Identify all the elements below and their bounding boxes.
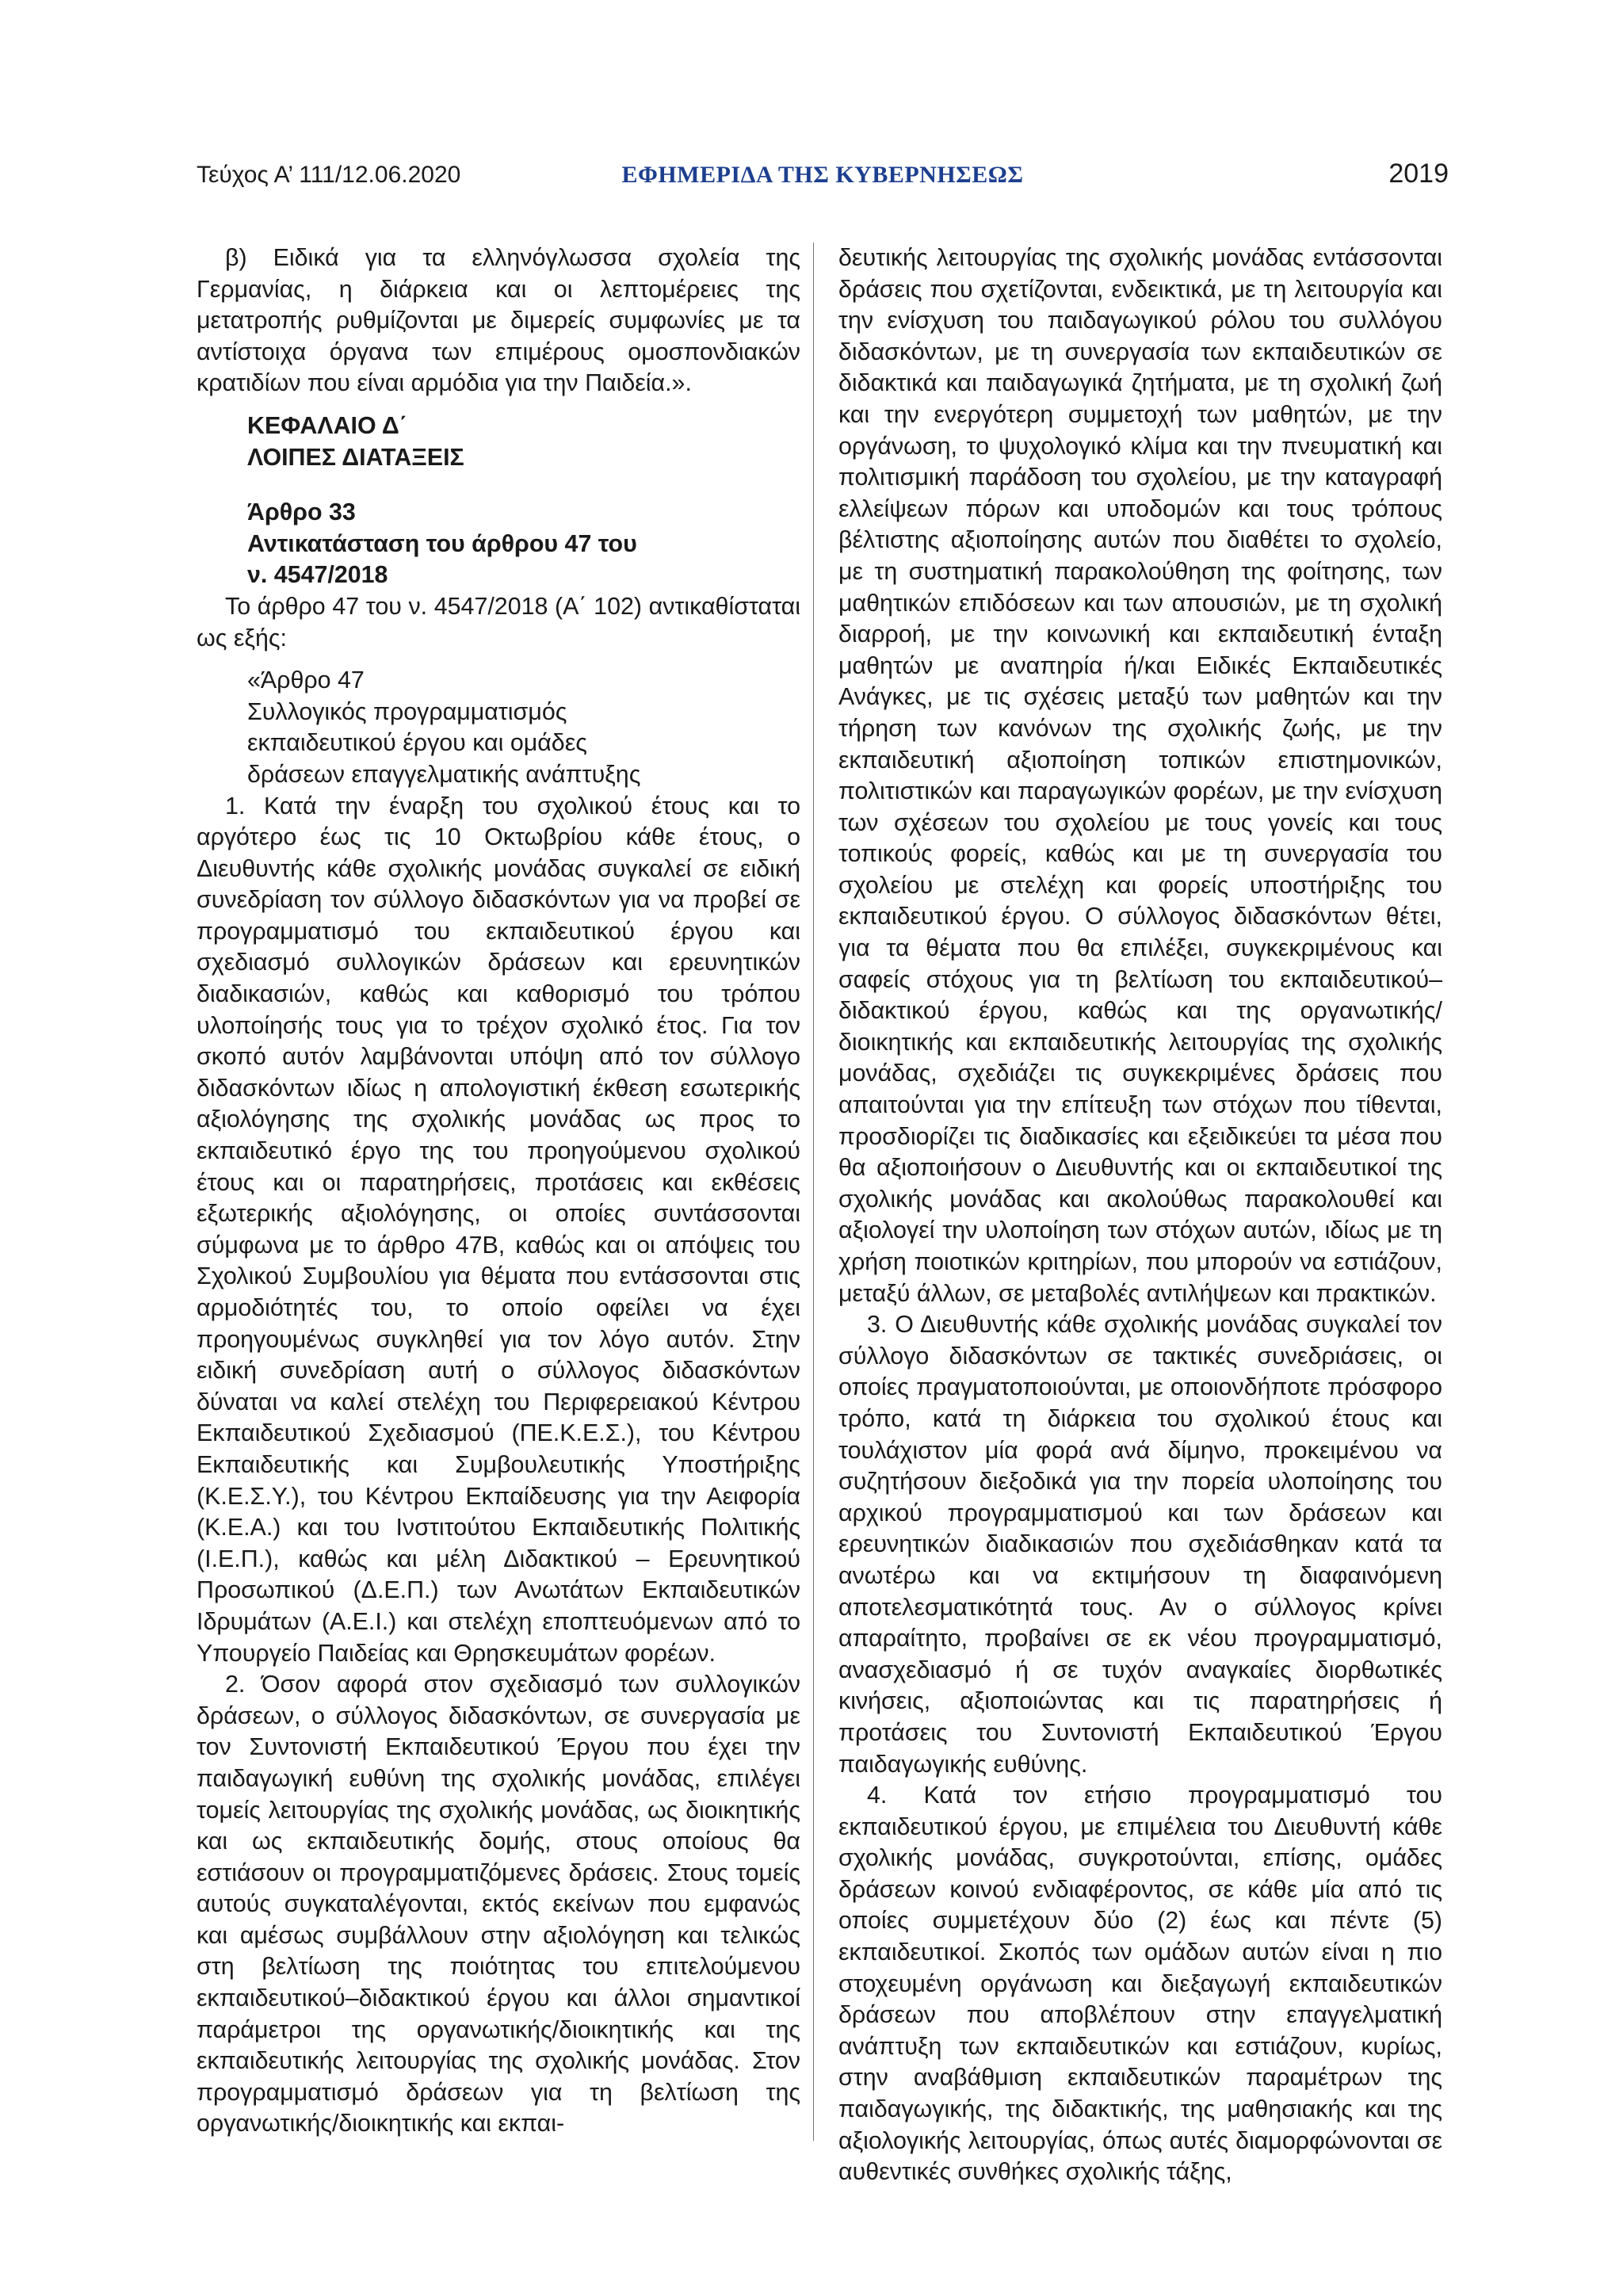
chapter-number: ΚΕΦΑΛΑΙΟ Δ΄ xyxy=(247,411,407,439)
paragraph-1: 1. Κατά την έναρξη του σχολικού έτους και το αργότερο έως τις 10 Οκτωβρίου κάθε έτους, ο Διευθυντής κάθε σχολικής μονάδας συγκαλεί σε ειδική συνεδρίαση τον σύλλογο διδασκόντων για να προβεί σε προγραμματισμό του εκπαιδευτικού έργου και σχεδιασμό συλλογικών δράσεων και ερευνητικών διαδικασιών, καθώς και καθορισμό του τρόπου υλοποίησής τους για το τρέχον σχολικό έτος. Για τον σκοπό αυτόν λαμβάνονται υπόψη από τον σύλλογο διδασκόντων ιδίως η απολογιστική έκθεση εσωτερικής αξιολόγησης της σχολικής μονάδας ως προς το εκπαιδευτικό έργο της του προηγούμενου σχολικού έτους και οι παρατηρήσεις, προτάσεις και εκθέσεις εξωτερικής αξιολόγησης, οι οποίες συντάσσονται σύμφωνα με το άρθρο 47Β, καθώς και οι απόψεις του Σχολικού Συμβουλίου για θέματα που εντάσσονται στις αρμοδιότητές του, το οποίο οφείλει να έχει προηγουμένως συγκληθεί για τον λόγο αυτόν. Στην ειδική συνεδρίαση αυτή ο σύλλογος διδασκόντων δύναται να καλεί στελέχη του Περιφερειακού Κέντρου Εκπαιδευτικού Σχεδιασμού (ΠΕ.Κ.Ε.Σ.), του Κέντρου Εκπαιδευτικής και Συμβουλευτικής Υποστήριξης (Κ.Ε.Σ.Υ.), του Κέντρου Εκπαίδευσης για την Αειφορία (Κ.Ε.Α.) και του Ινστιτούτου Εκπαιδευτικής Πολιτικής (Ι.Ε.Π.), καθώς και μέλη Διδακτικού – Ερευνητικού Προσωπικού (Δ.Ε.Π.) των Ανωτάτων Εκπαιδευτικών Ιδρυμάτων (Α.Ε.Ι.) και στελέχη εποπτευόμενων από το Υπουργείο Παιδείας και Θρησκευμάτων φορέων. xyxy=(197,792,800,1667)
gazette-title: ΕΦΗΜΕΡΙΔΑ ΤΗΣ ΚΥΒΕΡΝΗΣΕΩΣ xyxy=(621,162,1024,188)
paragraph-2-continued: δευτικής λειτουργίας της σχολικής μονάδας εντάσσονται δράσεις που σχετίζονται, ενδεικτικά, με τη λειτουργία και την ενίσχυση του παιδαγωγικού ρόλου του συλλόγου διδασκόντων, με τη συνεργασία των εκπαιδευτικών σε διδακτικά και παιδαγωγικά ζητήματα, με τη σχολική ζωή και την ενεργότερη συμμετοχή των μαθητών, με την οργάνωση, το ψυχολογικό κλίμα και την πνευματική και πολιτισμική παράδοση του σχολείου, με την καταγραφή ελλείψεων πόρων και υποδομών και τους τρόπους βέλτιστης αξιοποίησης αυτών που διαθέτει το σχολείο, με τη συστηματική παρακολούθηση της φοίτησης, των μαθητικών επιδόσεων και των απουσιών, με τη σχολική διαρροή, με την κοινωνική και εκπαιδευτική ένταξη μαθητών με αναπηρία ή/και Ειδικές Εκπαιδευτικές Ανάγκες, με τις σχέσεις μεταξύ των μαθητών και την τήρηση των κανόνων της σχολικής ζωής, με την εκπαιδευτική αξιοποίηση τοπικών επιστημονικών, πολιτιστικών και παραγωγικών φορέων, με την ενίσχυση των σχέσεων του σχολείου με τους γονείς και τους τοπικούς φορείς, καθώς και με τη συνεργασία του σχολείου με στελέχη και φορείς υποστήριξης του εκπαιδευτικού έργου. Ο σύλλογος διδασκόντων θέτει, για τα θέματα που θα επιλέξει, συγκεκριμένους και σαφείς στόχους για τη βελτίωση του εκπαιδευτικού–διδακτικού έργου, καθώς και της οργανωτικής/διοικητικής και εκπαιδευτικής λειτουργίας της σχολικής μονάδας, σχεδιάζει τις συγκεκριμένες δράσεις που απαιτούνται για την επίτευξη των στόχων που τίθενται, προσδιορίζει τις διαδικασίες και εξειδικεύει τα μέσα που θα αξιοποιήσουν ο Διευθυντής και οι εκπαιδευτικοί της σχολικής μονάδας και ακολούθως παρακολουθεί και αξιολογεί την υλοποίηση των στόχων αυτών, ιδίως με τη χρήση ποιοτικών κριτηρίων, που μπορούν να εστιάζουν, μεταξύ άλλων, σε μεταβολές αντιλήψεων και πρακτικών. xyxy=(838,244,1442,1307)
page-number: 2019 xyxy=(1388,159,1449,189)
chapter-title: ΛΟΙΠΕΣ ΔΙΑΤΑΞΕΙΣ xyxy=(247,443,464,471)
article-number: Άρθρο 33 xyxy=(247,499,356,526)
paragraph-4: 4. Κατά τον ετήσιο προγραμματισμό του εκπαιδευτικού έργου, με επιμέλεια του Διευθυντή κάθε σχολικής μονάδας, συγκροτούνται, επίσης, ομάδες δράσεων κοινού ενδιαφέροντος, σε κάθε μία από τις οποίες συμμετέχουν δύο (2) έως και πέντε (5) εκπαιδευτικοί. Σκοπός των ομάδων αυτών είναι η πιο στοχευμένη οργάνωση και διεξαγωγή εκπαιδευτικών δράσεων που αποβλέπουν στην επαγγελματική ανάπτυξη των εκπαιδευτικών και εστιάζουν, κυρίως, στην αναβάθμιση εκπαιδευτικών παραμέτρων της παιδαγωγικής, της διδακτικής, της μαθησιακής και της αξιολογικής λειτουργίας, όπως αυτές διαμορφώνονται σε αυθεντικές συνθήκες σχολικής τάξης, xyxy=(838,1782,1442,2186)
intro-paragraph: β) Ειδικά για τα ελληνόγλωσσα σχολεία της Γερμανίας, η διάρκεια και οι λεπτομέρειες της μετατροπής ρυθμίζονται με διμερείς συμφωνίες με τα αντίστοιχα όργανα των επιμέρους ομοσπονδιακών κρατιδίων που είναι αρμόδια για την Παιδεία.». xyxy=(197,244,800,397)
paragraph-2: 2. Όσον αφορά στον σχεδιασμό των συλλογικών δράσεων, ο σύλλογος διδασκόντων, σε συνεργασία με τον Συντονιστή Εκπαιδευτικού Έργου που έχει την παιδαγωγική ευθύνη της σχολικής μονάδας, επιλέγει τομείς λειτουργίας της σχολικής μονάδας, ως διοικητικής και ως εκπαιδευτικής δομής, στους οποίους θα εστιάσουν οι προγραμματιζόμενες δράσεις. Στους τομείς αυτούς συγκαταλέγονται, εκτός εκείνων που εμφανώς και αμέσως συμβάλλουν στην αξιολόγηση και τελικώς στη βελτίωση της ποιότητας του επιτελούμενου εκπαιδευτικού–διδακτικού έργου και άλλοι σημαντικοί παράμετροι της οργανωτικής/διοικητικής και της εκπαιδευτικής λειτουργίας της σχολικής μονάδας. Στον προγραμματισμό δράσεων για τη βελτίωση της οργανωτικής/διοικητικής και εκπαι- xyxy=(197,1671,800,2137)
column-divider xyxy=(813,243,814,2141)
issue-label: Τεύχος Α’ 111/12.06.2020 xyxy=(197,162,461,188)
quoted-article-heading xyxy=(197,665,800,790)
quoted-title-line-2: εκπαιδευτικού έργου και ομάδες xyxy=(247,729,587,757)
quoted-title-line-1: Συλλογικός προγραμματισμός xyxy=(247,697,567,725)
article-heading xyxy=(197,497,800,591)
right-column xyxy=(838,243,1442,2188)
quoted-title-line-3: δράσεων επαγγελματικής ανάπτυξης xyxy=(247,760,641,788)
page-header xyxy=(197,159,1449,197)
article-title-line-2: ν. 4547/2018 xyxy=(247,561,388,589)
paragraph-3: 3. Ο Διευθυντής κάθε σχολικής μονάδας συγκαλεί τον σύλλογο διδασκόντων σε τακτικές συνεδριάσεις, οι οποίες πραγματοποιούνται, με οποιονδήποτε πρόσφορο τρόπο, κατά τη διάρκεια του σχολικού έτους και τουλάχιστον μία φορά ανά δίμηνο, προκειμένου να συζητήσουν διεξοδικά για την πορεία υλοποίησης του αρχικού προγραμματισμού και των δράσεων και ερευνητικών διαδικασιών που σχεδιάσθηκαν κατά τα ανωτέρω και να εκτιμήσουν τη διαφαινόμενη αποτελεσματικότητά τους. Αν ο σύλλογος κρίνει απαραίτητο, προβαίνει σε εκ νέου προγραμματισμό, ανασχεδιασμό ή σε τυχόν αναγκαίες διορθωτικές κινήσεις, αξιοποιώντας και τις παρατηρήσεις ή προτάσεις του Συντονιστή Εκπαιδευτικού Έργου παιδαγωγικής ευθύνης. xyxy=(838,1311,1442,1778)
left-column xyxy=(197,243,800,2140)
article-title-line-1: Αντικατάσταση του άρθρου 47 του xyxy=(247,529,637,557)
quoted-article-number: «Άρθρο 47 xyxy=(247,667,365,694)
chapter-heading xyxy=(197,411,800,473)
replacement-paragraph: Το άρθρο 47 του ν. 4547/2018 (Α΄ 102) αντικαθίσταται ως εξής: xyxy=(197,592,800,651)
